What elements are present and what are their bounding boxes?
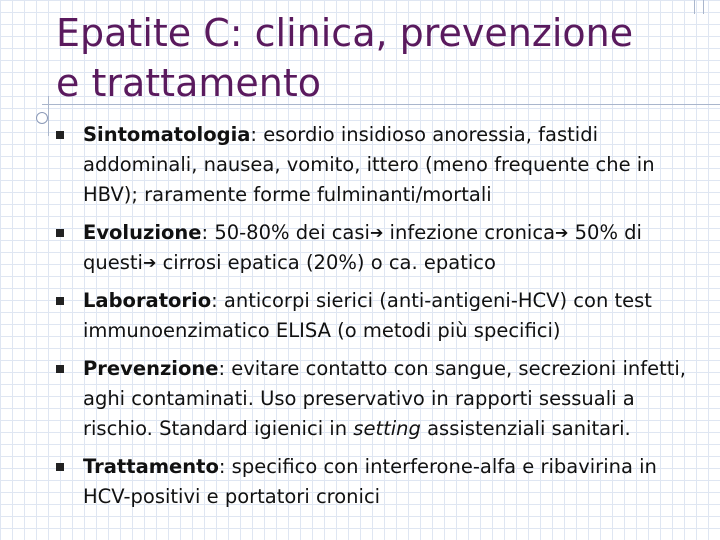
bullet-heading: Prevenzione xyxy=(83,357,219,380)
bullet-square-icon xyxy=(56,229,64,237)
bullet-evoluzione xyxy=(56,218,706,278)
bullet-prevenzione xyxy=(56,354,706,444)
bullet-text: infezione cronica xyxy=(383,221,556,244)
slide-title xyxy=(56,8,706,108)
bullet-text: : evitare contatto con sangue, secrezioni infetti, aghi contaminati. Uso preservativo in rapporti sessuali a rischio. Standard igienici in xyxy=(83,357,687,440)
bullet-square-icon xyxy=(56,131,64,139)
bullet-text: : anticorpi sierici (anti-antigeni-HCV) con test immunoenzimatico ELISA (o metodi più specifici) xyxy=(83,289,652,342)
decorative-vertical-line xyxy=(48,96,49,136)
bullet-heading: Trattamento xyxy=(83,455,219,478)
bullet-heading: Sintomatologia xyxy=(83,123,251,146)
bullet-square-icon xyxy=(56,297,64,305)
bullet-sintomatologia xyxy=(56,120,706,210)
arrow-right-icon: ➔ xyxy=(369,223,384,242)
bullet-text: : esordio insidioso anoressia, fastidi addominali, nausea, vomito, ittero (meno frequente che in HBV); raramente forme fulminanti/mortali xyxy=(83,123,655,206)
decorative-circle xyxy=(36,112,48,124)
title-line-2: e trattamento xyxy=(56,61,321,105)
title-line-1: Epatite C: clinica, prevenzione xyxy=(56,11,634,55)
bullet-laboratorio xyxy=(56,286,706,346)
bullet-italic-text: setting xyxy=(353,417,421,440)
bullet-trattamento xyxy=(56,452,706,512)
bullet-text: assistenziali sanitari. xyxy=(420,417,631,440)
bullet-text: : specifico con interferone-alfa e ribavirina in HCV-positivi e portatori cronici xyxy=(83,455,657,508)
bullet-heading: Laboratorio xyxy=(83,289,212,312)
bullet-square-icon xyxy=(56,365,64,373)
bullet-square-icon xyxy=(56,463,64,471)
arrow-right-icon: ➔ xyxy=(555,223,569,242)
bullet-list xyxy=(56,120,706,520)
bullet-text: 50% di questi xyxy=(83,221,642,274)
bullet-heading: Evoluzione xyxy=(83,221,202,244)
bullet-text: : 50-80% dei casi xyxy=(201,221,370,244)
bullet-text: cirrosi epatica (20%) o ca. epatico xyxy=(156,251,496,274)
arrow-right-icon: ➔ xyxy=(142,253,157,272)
title-divider xyxy=(42,104,720,105)
